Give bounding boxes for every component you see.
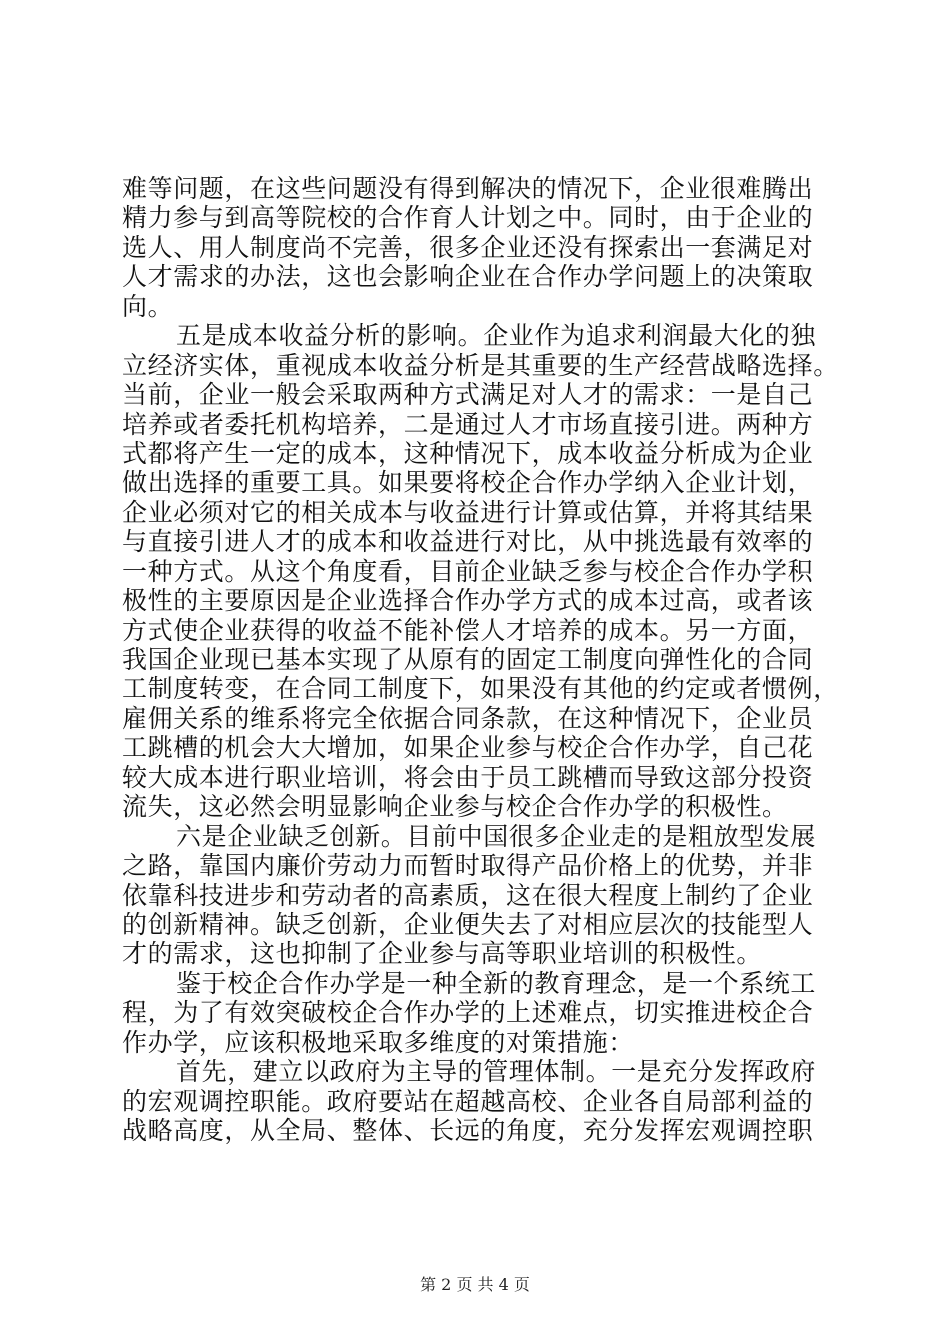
text-line: 人才需求的办法，这也会影响企业在合作办学问题上的决策取 — [122, 262, 814, 292]
text-line: 选人、用人制度尚不完善，很多企业还没有探索出一套满足对 — [122, 232, 814, 262]
text-line: 精力参与到高等院校的合作育人计划之中。同时，由于企业的 — [122, 203, 814, 233]
page-number-footer: 第 2 页 共 4 页 — [420, 1275, 530, 1294]
text-line: 工跳槽的机会大大增加，如果企业参与校企合作办学，自己花 — [122, 733, 814, 763]
paragraph-start-line: 鉴于校企合作办学是一种全新的教育理念，是一个系统工 — [176, 968, 817, 998]
text-line: 与直接引进人才的成本和收益进行对比，从中挑选最有效率的 — [122, 527, 814, 557]
text-line: 当前，企业一般会采取两种方式满足对人才的需求：一是自己 — [122, 380, 814, 410]
text-line: 较大成本进行职业培训，将会由于员工跳槽而导致这部分投资 — [122, 762, 814, 792]
document-body — [122, 174, 839, 1145]
paragraph-start-line: 五是成本收益分析的影响。企业作为追求利润最大化的独 — [176, 321, 817, 351]
text-line: 依靠科技进步和劳动者的高素质，这在很大程度上制约了企业 — [122, 880, 814, 910]
text-line: 之路，靠国内廉价劳动力而暂时取得产品价格上的优势，并非 — [122, 851, 814, 881]
text-line: 的宏观调控职能。政府要站在超越高校、企业各自局部利益的 — [122, 1086, 814, 1116]
paragraph-start-line: 首先，建立以政府为主导的管理体制。一是充分发挥政府 — [176, 1057, 817, 1087]
text-line: 方式使企业获得的收益不能补偿人才培养的成本。另一方面， — [122, 615, 814, 645]
text-line: 战略高度，从全局、整体、长远的角度，充分发挥宏观调控职 — [122, 1116, 814, 1145]
text-line: 向。 — [122, 291, 174, 321]
text-line: 工制度转变，在合同工制度下，如果没有其他的约定或者惯例， — [122, 674, 839, 704]
text-line: 难等问题，在这些问题没有得到解决的情况下，企业很难腾出 — [122, 174, 814, 203]
text-line: 的创新精神。缺乏创新，企业便失去了对相应层次的技能型人 — [122, 909, 814, 939]
text-line: 作办学，应该积极地采取多维度的对策措施： — [122, 1027, 635, 1057]
text-line: 雇佣关系的维系将完全依据合同条款，在这种情况下，企业员 — [122, 703, 814, 733]
text-line: 一种方式。从这个角度看，目前企业缺乏参与校企合作办学积 — [122, 556, 814, 586]
text-line: 企业必须对它的相关成本与收益进行计算或估算，并将其结果 — [122, 497, 814, 527]
text-line: 我国企业现已基本实现了从原有的固定工制度向弹性化的合同 — [122, 645, 814, 674]
text-line: 才的需求，这也抑制了企业参与高等职业培训的积极性。 — [122, 939, 763, 969]
paragraph-start-line: 六是企业缺乏创新。目前中国很多企业走的是粗放型发展 — [176, 821, 817, 851]
text-line: 流失，这必然会明显影响企业参与校企合作办学的积极性。 — [122, 792, 788, 822]
text-line: 培养或者委托机构培养，二是通过人才市场直接引进。两种方 — [122, 409, 814, 439]
text-line: 程，为了有效突破校企合作办学的上述难点，切实推进校企合 — [122, 998, 814, 1028]
text-line: 立经济实体，重视成本收益分析是其重要的生产经营战略选择。 — [122, 350, 839, 380]
text-line: 做出选择的重要工具。如果要将校企合作办学纳入企业计划， — [122, 468, 814, 498]
text-line: 式都将产生一定的成本，这种情况下，成本收益分析成为企业 — [122, 438, 814, 468]
text-line: 极性的主要原因是企业选择合作办学方式的成本过高，或者该 — [122, 586, 814, 616]
